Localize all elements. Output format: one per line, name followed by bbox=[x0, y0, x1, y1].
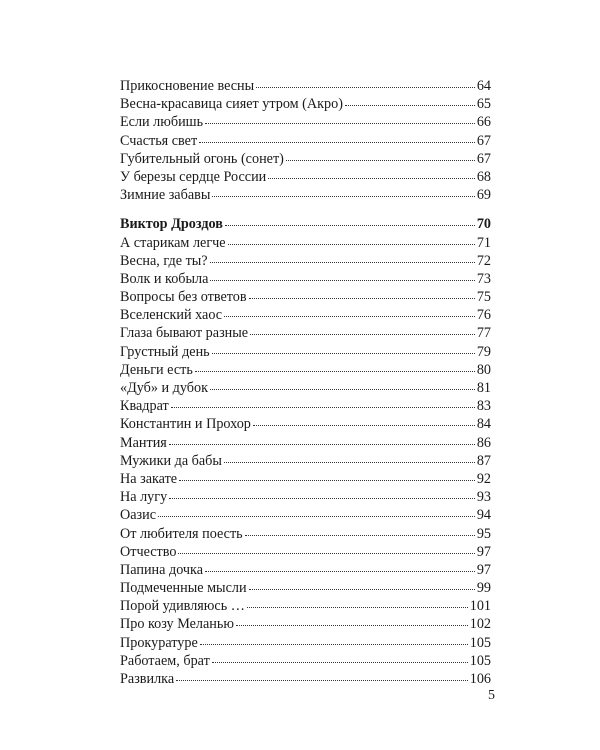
toc-entry-title: Мантия bbox=[120, 434, 167, 451]
toc-dot-leader bbox=[345, 105, 475, 106]
toc-entry[interactable] bbox=[120, 234, 491, 252]
toc-entry[interactable] bbox=[120, 270, 491, 288]
toc-dot-leader bbox=[210, 280, 474, 281]
toc-entry[interactable] bbox=[120, 379, 491, 397]
toc-entry[interactable] bbox=[120, 168, 491, 186]
toc-entry[interactable] bbox=[120, 579, 491, 597]
toc-dot-leader bbox=[171, 407, 475, 408]
toc-dot-leader bbox=[256, 87, 475, 88]
toc-dot-leader bbox=[228, 244, 475, 245]
toc-entry[interactable] bbox=[120, 434, 491, 452]
toc-dot-leader bbox=[210, 389, 475, 390]
toc-dot-leader bbox=[179, 480, 475, 481]
toc-entry-page: 83 bbox=[476, 398, 491, 415]
toc-dot-leader bbox=[212, 196, 474, 197]
toc-entry[interactable] bbox=[120, 525, 491, 543]
toc-entry-page: 66 bbox=[476, 114, 491, 131]
toc-entry-page: 92 bbox=[476, 470, 491, 487]
toc-entry-title: Глаза бывают разные bbox=[120, 325, 249, 342]
toc-entry[interactable] bbox=[120, 561, 491, 579]
toc-section-author-works bbox=[120, 234, 491, 689]
toc-entry-title: Губительный огонь (сонет) bbox=[120, 150, 284, 167]
toc-entry-title: На закате bbox=[120, 470, 178, 487]
toc-entry-title: У березы сердце России bbox=[120, 168, 267, 185]
toc-dot-leader bbox=[210, 262, 475, 263]
toc-entry[interactable] bbox=[120, 415, 491, 433]
toc-entry-title: Отчество bbox=[120, 543, 177, 560]
toc-entry[interactable] bbox=[120, 306, 491, 324]
toc-entry-page: 86 bbox=[476, 434, 491, 451]
toc-entry-page: 67 bbox=[476, 150, 491, 167]
toc-entry-title: Прокуратуре bbox=[120, 634, 198, 651]
toc-entry-page: 94 bbox=[476, 507, 491, 524]
toc-dot-leader bbox=[250, 334, 475, 335]
toc-entry[interactable] bbox=[120, 361, 491, 379]
toc-entry-page: 106 bbox=[469, 671, 491, 687]
toc-entry-page: 79 bbox=[476, 343, 491, 360]
toc-entry-page: 77 bbox=[476, 325, 491, 342]
toc-entry-title: Вселенский хаос bbox=[120, 307, 223, 324]
toc-entry-page: 71 bbox=[476, 234, 491, 251]
toc-dot-leader bbox=[224, 462, 475, 463]
toc-dot-leader bbox=[249, 298, 475, 299]
toc-author-page: 70 bbox=[476, 216, 491, 233]
toc-entry[interactable] bbox=[120, 543, 491, 561]
toc-dot-leader bbox=[249, 589, 475, 590]
toc-entry-title: Константин и Прохор bbox=[120, 416, 251, 433]
toc-entry-page: 80 bbox=[476, 361, 491, 378]
toc-entry-page: 87 bbox=[476, 452, 491, 469]
toc-entry-page: 75 bbox=[476, 289, 491, 306]
toc-entry[interactable] bbox=[120, 452, 491, 470]
toc-dot-leader bbox=[225, 225, 475, 226]
toc-entry-page: 93 bbox=[476, 489, 491, 506]
toc-entry-title: «Дуб» и дубок bbox=[120, 380, 209, 396]
toc-entry-title: Деньги есть bbox=[120, 361, 193, 378]
toc-dot-leader bbox=[205, 571, 475, 572]
toc-section-previous-author bbox=[120, 77, 491, 204]
toc-entry-page: 84 bbox=[476, 416, 491, 433]
toc-dot-leader bbox=[195, 371, 475, 372]
toc-entry[interactable] bbox=[120, 506, 491, 524]
toc-entry-title: Если любишь bbox=[120, 114, 204, 131]
toc-entry-title: Мужики да бабы bbox=[120, 452, 222, 469]
toc-entry[interactable] bbox=[120, 132, 491, 150]
toc-entry-title: Счастья свет bbox=[120, 132, 198, 149]
toc-entry-title: Развилка bbox=[120, 671, 175, 687]
toc-entry-title: Волк и кобыла bbox=[120, 270, 209, 287]
toc-entry[interactable] bbox=[120, 597, 491, 615]
toc-entry-title: Грустный день bbox=[120, 343, 210, 360]
toc-entry-page: 81 bbox=[476, 380, 491, 396]
toc-dot-leader bbox=[245, 535, 475, 536]
toc-dot-leader bbox=[212, 353, 475, 354]
page-number: 5 bbox=[488, 688, 495, 703]
toc-entry-page: 69 bbox=[476, 187, 491, 204]
toc-entry-page: 99 bbox=[476, 580, 491, 597]
toc-entry-title: От любителя поесть bbox=[120, 525, 243, 542]
toc-dot-leader bbox=[200, 644, 468, 645]
toc-entry-page: 95 bbox=[476, 525, 491, 542]
toc-entry-title: Папина дочка bbox=[120, 561, 204, 578]
toc-entry-title: Прикосновение весны bbox=[120, 78, 255, 94]
toc-dot-leader bbox=[212, 662, 468, 663]
toc-entry-page: 72 bbox=[476, 252, 491, 269]
toc-dot-leader bbox=[169, 444, 475, 445]
toc-dot-leader bbox=[224, 316, 475, 317]
toc-dot-leader bbox=[178, 553, 474, 554]
toc-entry[interactable] bbox=[120, 652, 491, 670]
toc-entry-page: 73 bbox=[476, 270, 491, 287]
toc-entry-title: Весна-красавица сияет утром (Акро) bbox=[120, 96, 343, 113]
toc-dot-leader bbox=[176, 680, 468, 681]
toc-entry-title: Зимние забавы bbox=[120, 187, 211, 204]
toc-entry-page: 97 bbox=[476, 561, 491, 578]
toc-entry-page: 105 bbox=[469, 652, 491, 669]
toc-entry-title: Подмеченные мысли bbox=[120, 580, 247, 597]
toc-entry-page: 68 bbox=[476, 168, 491, 185]
toc-dot-leader bbox=[286, 160, 475, 161]
toc-dot-leader bbox=[169, 498, 475, 499]
toc-entry[interactable] bbox=[120, 470, 491, 488]
toc-entry-page: 64 bbox=[476, 78, 491, 94]
toc-entry-page: 76 bbox=[476, 307, 491, 324]
toc-dot-leader bbox=[158, 516, 475, 517]
toc-dot-leader bbox=[268, 178, 475, 179]
toc-dot-leader bbox=[199, 142, 475, 143]
toc-entry[interactable] bbox=[120, 397, 491, 415]
toc-entry[interactable] bbox=[120, 324, 491, 342]
toc-dot-leader bbox=[247, 607, 468, 608]
toc-entry-title: Квадрат bbox=[120, 398, 169, 415]
toc-entry[interactable] bbox=[120, 615, 491, 633]
toc-entry-title: Порой удивляюсь … bbox=[120, 598, 245, 615]
table-of-contents bbox=[120, 77, 491, 688]
toc-entry[interactable] bbox=[120, 288, 491, 306]
toc-entry-title: Работаем, брат bbox=[120, 652, 210, 669]
toc-author-heading[interactable] bbox=[120, 215, 491, 233]
toc-entry-page: 101 bbox=[469, 598, 491, 615]
toc-entry-page: 102 bbox=[469, 616, 491, 633]
toc-entry-page: 105 bbox=[469, 634, 491, 651]
toc-entry[interactable] bbox=[120, 634, 491, 652]
toc-entry[interactable] bbox=[120, 343, 491, 361]
toc-entry-page: 67 bbox=[476, 132, 491, 149]
toc-dot-leader bbox=[253, 425, 475, 426]
toc-entry[interactable] bbox=[120, 113, 491, 131]
toc-entry[interactable] bbox=[120, 150, 491, 168]
toc-author-name: Виктор Дроздов bbox=[120, 216, 223, 233]
toc-entry-title: На лугу bbox=[120, 489, 168, 506]
toc-entry[interactable] bbox=[120, 95, 491, 113]
toc-entry[interactable] bbox=[120, 77, 491, 95]
toc-entry-title: Про козу Меланью bbox=[120, 616, 234, 633]
toc-entry-title: Весна, где ты? bbox=[120, 252, 208, 269]
toc-entry-title: Вопросы без ответов bbox=[120, 289, 247, 306]
toc-entry-page: 65 bbox=[476, 96, 491, 113]
toc-entry[interactable] bbox=[120, 186, 491, 204]
toc-entry[interactable] bbox=[120, 670, 491, 688]
toc-dot-leader bbox=[236, 625, 468, 626]
toc-entry-title: Оазис bbox=[120, 507, 157, 524]
toc-entry-title: А старикам легче bbox=[120, 234, 226, 251]
toc-entry-page: 97 bbox=[476, 543, 491, 560]
toc-entry[interactable] bbox=[120, 252, 491, 270]
toc-entry[interactable] bbox=[120, 488, 491, 506]
toc-dot-leader bbox=[205, 123, 475, 124]
